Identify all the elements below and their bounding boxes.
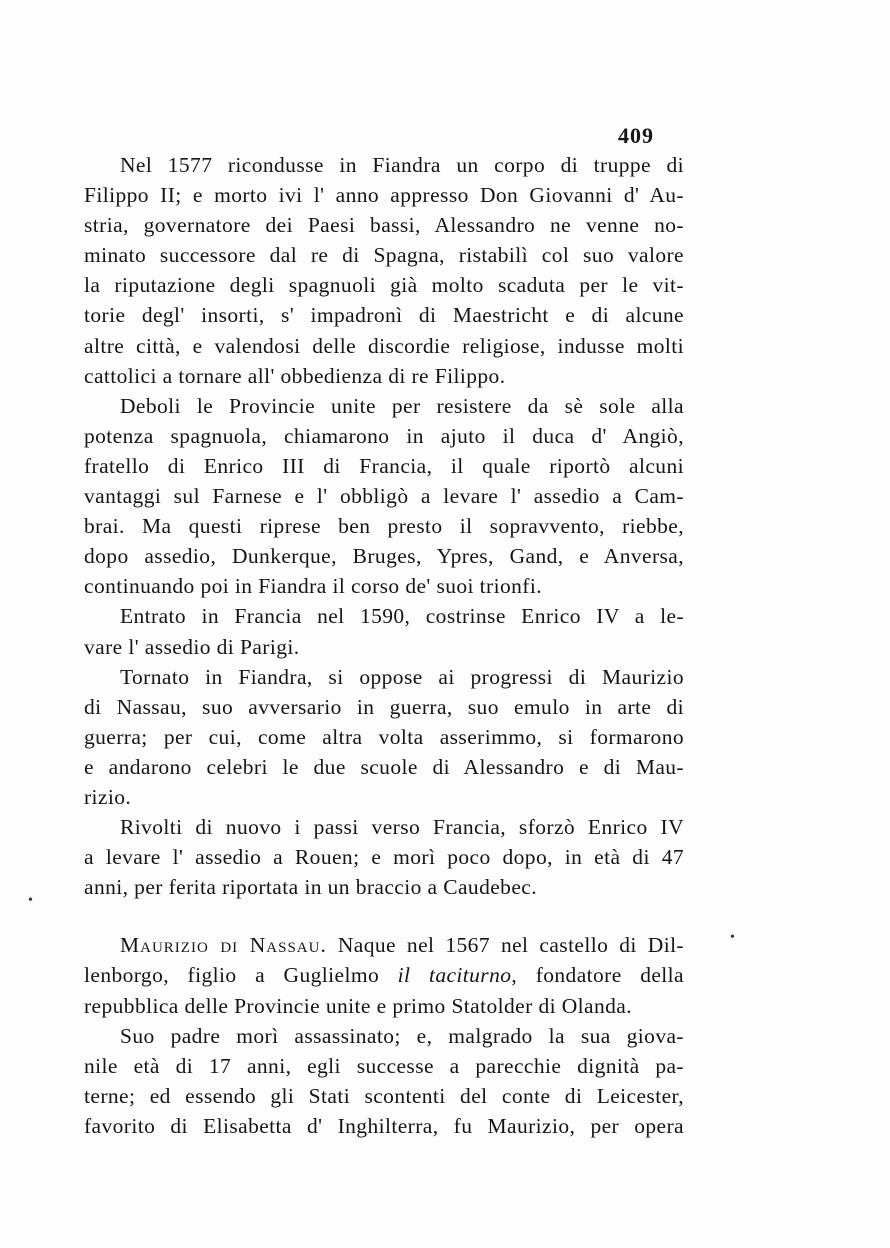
text-line: torie degl' insorti, s' impadronì di Maestricht e di alcune [84,303,684,328]
text-line: a levare l' assedio a Rouen; e morì poco dopo, in età di 47 [84,845,684,870]
paragraph-1 [84,150,684,391]
section-maurizio [84,930,684,1020]
text-line: nile età di 17 anni, egli successe a parecchie dignità pa- [84,1053,684,1078]
section-heading: Maurizio di Nassau. [120,933,327,958]
text-line: Suo padre morì assassinato; e, malgrado la sua giova- [120,1023,684,1048]
text-line: e andarono celebri le due scuole di Alessandro e di Mau- [84,754,684,779]
text-line: di Nassau, suo avversario in guerra, suo emulo in arte di [84,694,684,719]
paragraph-2 [84,391,684,602]
paragraph-5 [84,812,684,902]
scan-speck-icon: • [28,893,33,908]
text-line: vantaggi sul Farnese e l' obbligò a levare l' assedio a Cam- [84,484,684,509]
text-line: fratello di Enrico III di Francia, il quale riportò alcuni [84,453,684,478]
text-line: Rivolti di nuovo i passi verso Francia, sforzò Enrico IV [120,815,684,840]
text-line: repubblica delle Provincie unite e primo Statolder di Olanda. [84,993,633,1018]
text-line [84,960,684,990]
text-line: stria, governatore dei Paesi bassi, Alessandro ne venne no- [84,213,684,238]
text-run: Naque nel 1567 nel castello di Dil- [326,933,684,958]
text-line: dopo assedio, Dunkerque, Bruges, Ypres, Gand, e Anversa, [84,544,684,569]
text-line: cattolici a tornare all' obbedienza di re Filippo. [84,363,506,388]
text-line: brai. Ma questi riprese ben presto il sopravvento, riebbe, [84,514,684,539]
text-line: terne; ed essendo gli Stati scontenti del conte di Leicester, [84,1083,684,1108]
text-run: lenborgo, figlio a Guglielmo [84,963,398,988]
page-number: 409 [618,123,654,148]
text-line: anni, per ferita riportata in un braccio a Caudebec. [84,875,537,900]
text-line: continuando poi in Fiandra il corso de' suoi trionfi. [84,574,542,599]
text-line: la riputazione degli spagnuoli già molto scaduta per le vit- [84,273,684,298]
text-line: vare l' assedio di Parigi. [84,634,300,659]
text-line: favorito di Elisabetta d' Inghilterra, fu Maurizio, per opera [84,1113,684,1138]
text-line: minato successore dal re di Spagna, ristabilì col suo valore [84,243,684,268]
text-line: potenza spagnuola, chiamarono in ajuto il duca d' Angiò, [84,423,684,448]
section-gap [84,902,684,930]
paragraph-4 [84,662,684,812]
text-run: , fondatore della [511,963,684,988]
text-line [84,930,684,960]
scan-speck-icon: • [730,930,735,945]
text-line: Nel 1577 ricondusse in Fiandra un corpo di truppe di [120,153,684,177]
italic-epithet: il taciturno [397,963,512,988]
text-line: Entrato in Francia nel 1590, costrinse Enrico IV a le- [120,604,684,629]
text-line: Tornato in Fiandra, si oppose ai progressi di Maurizio [120,664,684,689]
text-line: altre città, e valendosi delle discordie religiose, indusse molti [84,333,684,358]
text-line: rizio. [84,784,132,809]
text-line: guerra; per cui, come altra volta asserimmo, si formarono [84,724,684,749]
paragraph-3 [84,601,684,661]
text-line: Deboli le Provincie unite per resistere da sè sole alla [120,393,684,418]
paragraph-6 [84,1021,684,1141]
body-text [84,150,684,1141]
text-line: Filippo II; e morto ivi l' anno appresso Don Giovanni d' Au- [84,183,684,208]
